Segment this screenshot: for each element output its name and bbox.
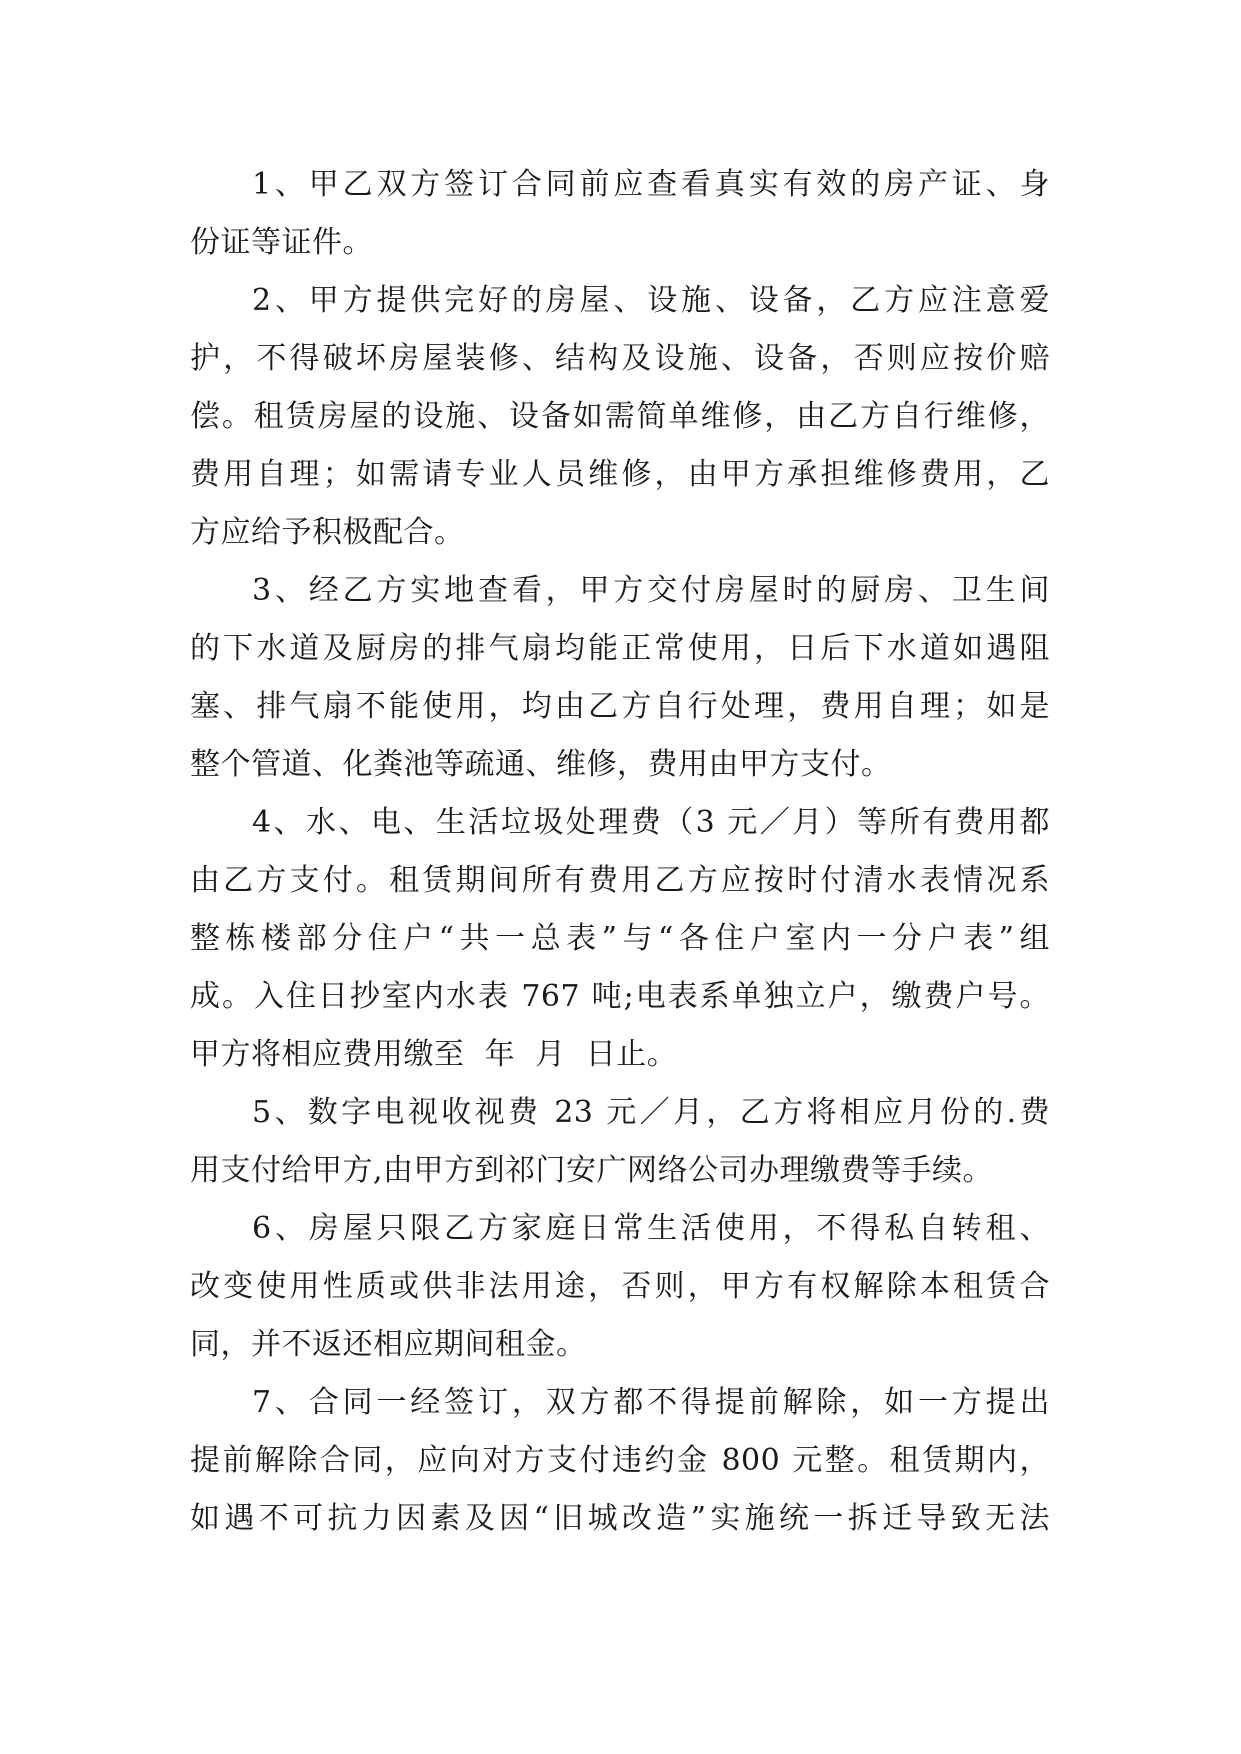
clause-3-line-1: 3、经乙方实地查看，甲方交付房屋时的厨房、卫生间 xyxy=(252,573,1050,608)
clause-1 xyxy=(190,156,1050,272)
clause-3-line-3: 塞、排气扇不能使用，均由乙方自行处理，费用自理；如是 xyxy=(190,689,1050,724)
clause-3 xyxy=(190,562,1050,794)
clause-2 xyxy=(190,272,1050,562)
clause-7 xyxy=(190,1374,1050,1548)
clause-2-line-3: 偿。租赁房屋的设施、设备如需简单维修，由乙方自行维修， xyxy=(190,399,1050,434)
clause-6-line-2: 改变使用性质或供非法用途，否则，甲方有权解除本租赁合 xyxy=(190,1269,1050,1304)
clause-6-line-1: 6、房屋只限乙方家庭日常生活使用，不得私自转租、 xyxy=(252,1211,1050,1246)
clause-3-line-4: 整个管道、化粪池等疏通、维修，费用由甲方支付。 xyxy=(190,747,892,782)
clause-1-line-1: 1、甲乙双方签订合同前应查看真实有效的房产证、身 xyxy=(252,167,1050,202)
clause-6 xyxy=(190,1200,1050,1374)
clause-3-line-2: 的下水道及厨房的排气扇均能正常使用，日后下水道如遇阻 xyxy=(190,631,1050,666)
clause-2-line-5: 方应给予积极配合。 xyxy=(190,515,465,550)
clause-6-line-3: 同，并不返还相应期间租金。 xyxy=(190,1327,587,1362)
document-body xyxy=(190,156,1050,1548)
clause-2-line-2: 护，不得破坏房屋装修、结构及设施、设备，否则应按价赔 xyxy=(190,341,1050,376)
clause-7-line-2: 提前解除合同，应向对方支付违约金 800 元整。租赁期内， xyxy=(190,1443,1050,1478)
clause-7-line-3: 如遇不可抗力因素及因“旧城改造”实施统一拆迁导致无法 xyxy=(190,1501,1050,1536)
clause-2-line-4: 费用自理；如需请专业人员维修，由甲方承担维修费用，乙 xyxy=(190,457,1050,492)
clause-4-line-5: 甲方将相应费用缴至 年 月 日止。 xyxy=(190,1037,678,1072)
clause-5-line-2: 用支付给甲方,由甲方到祁门安广网络公司办理缴费等手续。 xyxy=(190,1153,994,1188)
clause-2-line-1: 2、甲方提供完好的房屋、设施、设备，乙方应注意爱 xyxy=(252,283,1050,318)
clause-5 xyxy=(190,1084,1050,1200)
clause-4-line-4: 成。入住日抄室内水表 767 吨;电表系单独立户，缴费户号。 xyxy=(190,979,1050,1014)
clause-4-line-3: 整栋楼部分住户“共一总表”与“各住户室内一分户表”组 xyxy=(190,921,1050,956)
clause-4-line-1: 4、水、电、生活垃圾处理费（3 元／月）等所有费用都 xyxy=(252,805,1050,840)
clause-7-line-1: 7、合同一经签订，双方都不得提前解除，如一方提出 xyxy=(252,1385,1050,1420)
clause-5-line-1: 5、数字电视收视费 23 元／月，乙方将相应月份的.费 xyxy=(252,1095,1050,1130)
clause-4-line-2: 由乙方支付。租赁期间所有费用乙方应按时付清水表情况系 xyxy=(190,863,1050,898)
clause-4 xyxy=(190,794,1050,1084)
clause-1-line-2: 份证等证件。 xyxy=(190,225,373,260)
